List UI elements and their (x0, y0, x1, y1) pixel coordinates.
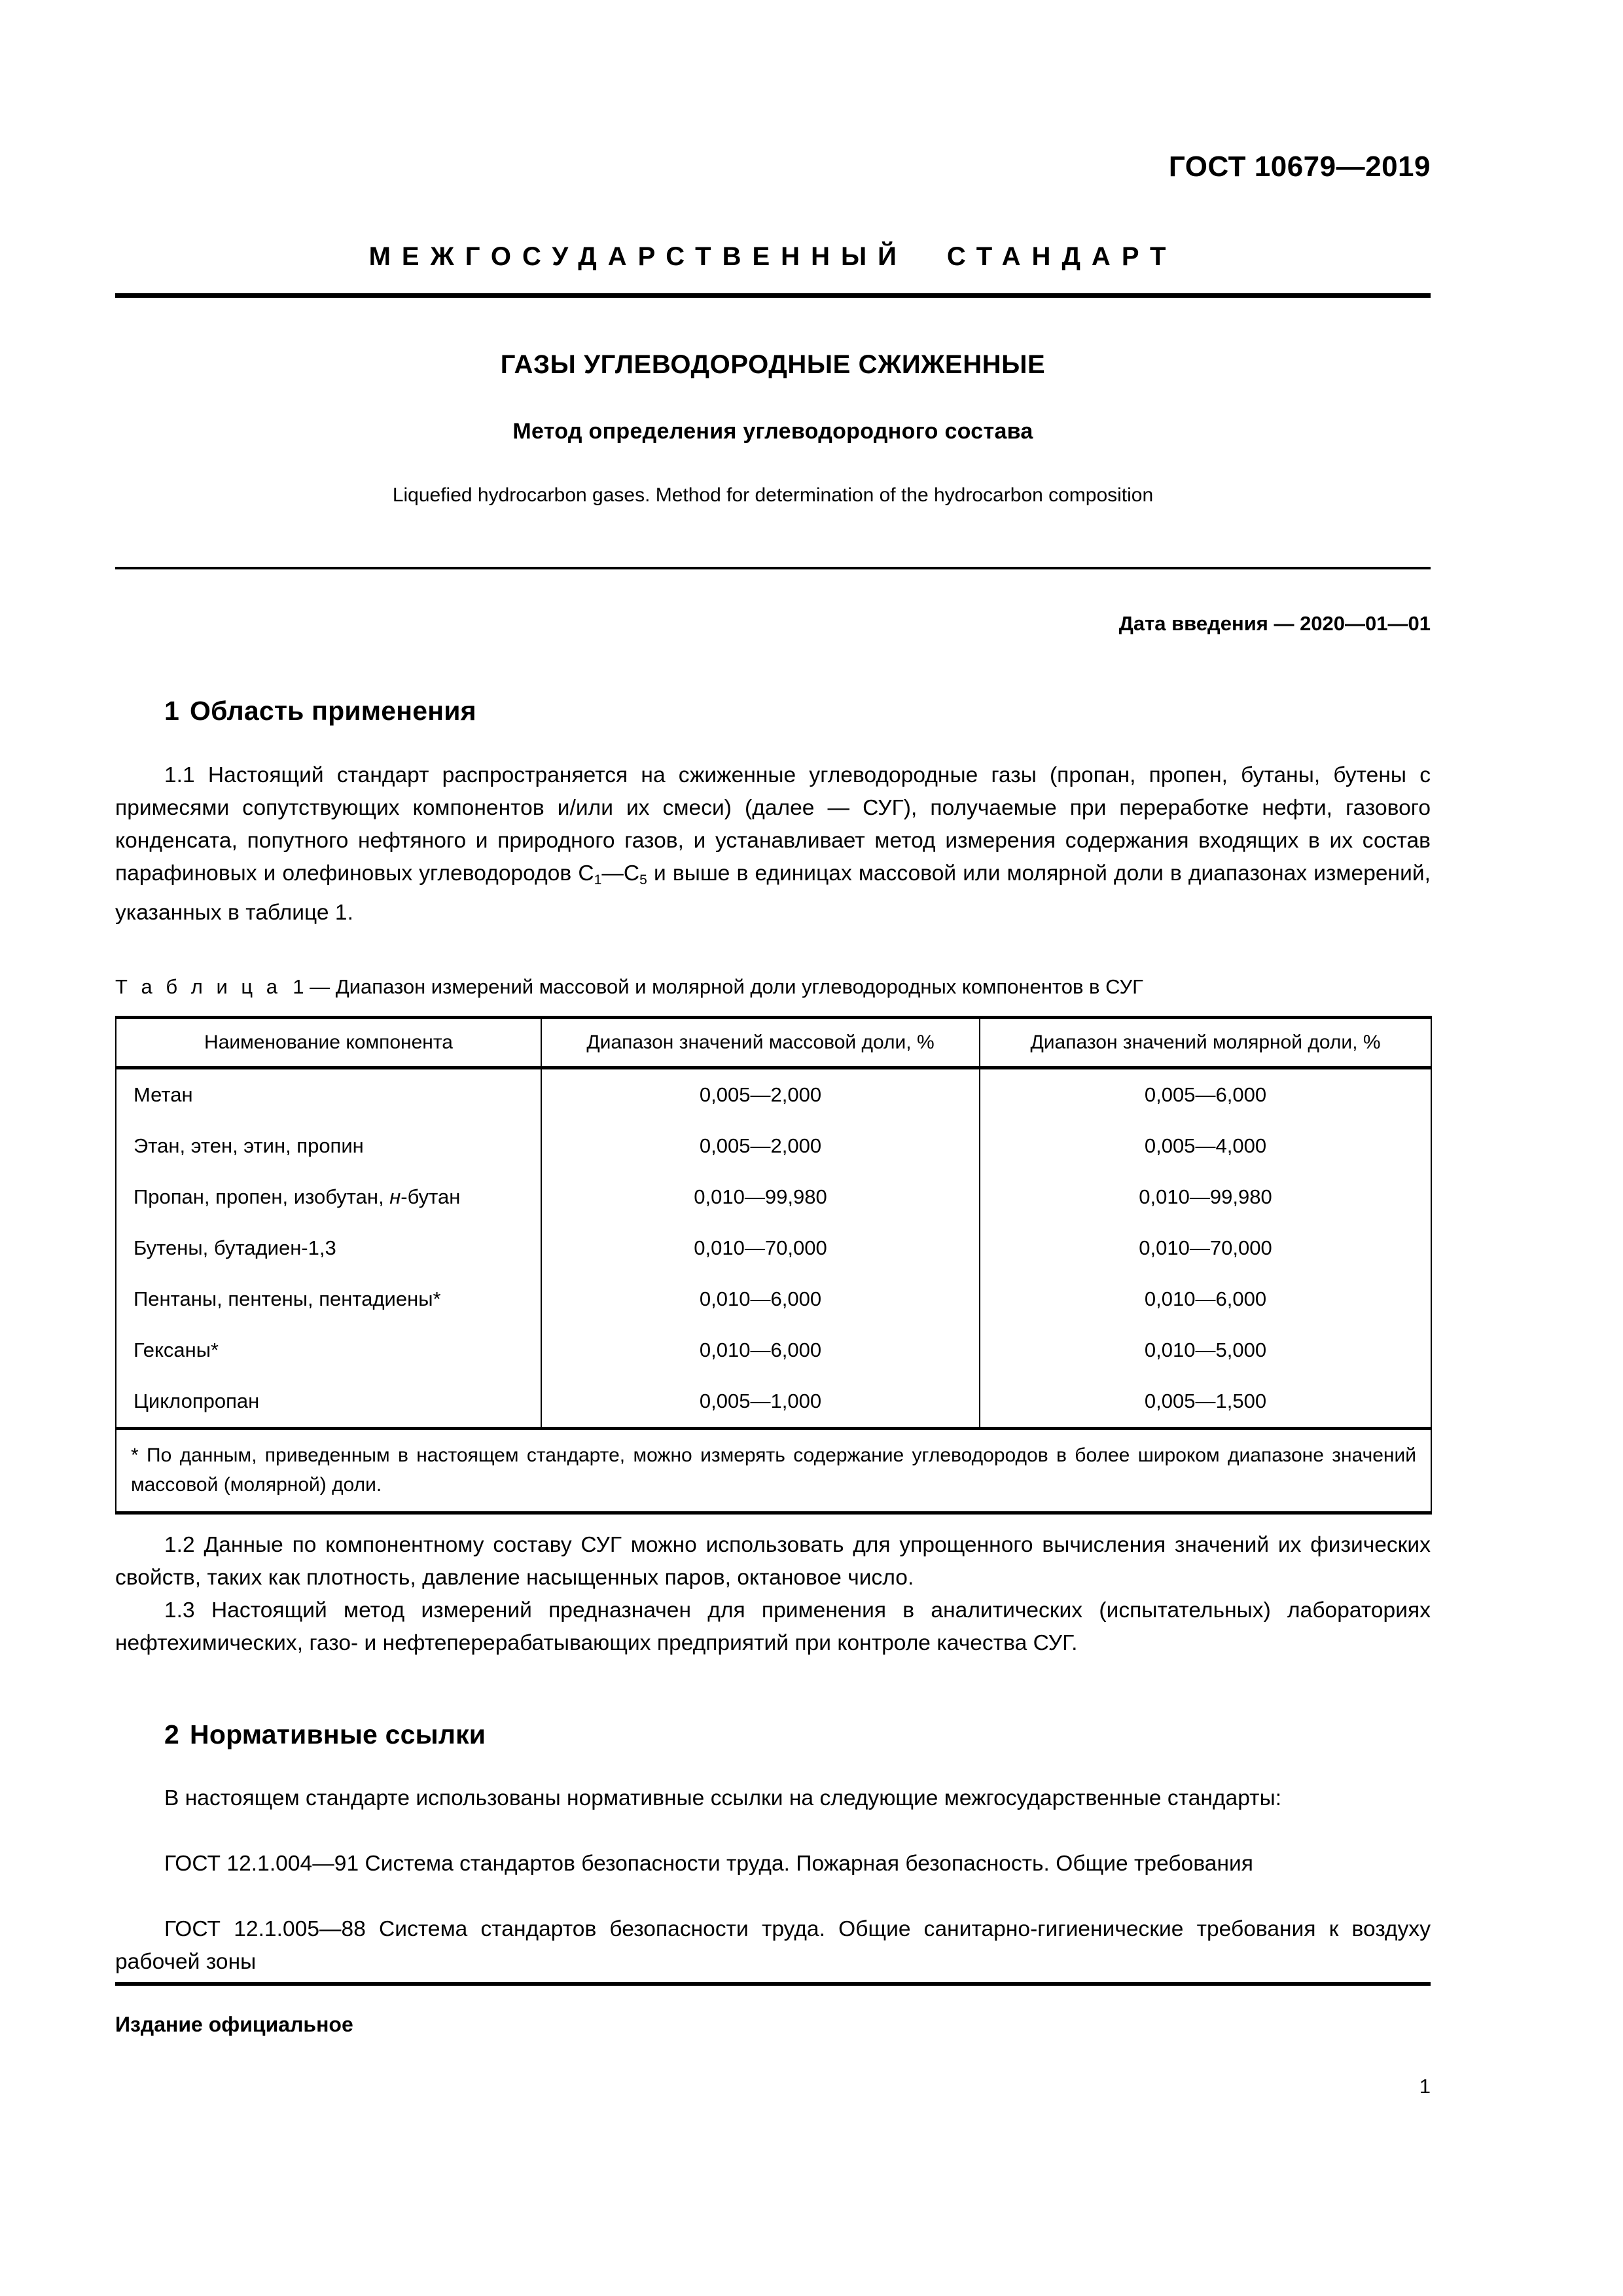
interstate-standard-banner (115, 242, 1431, 272)
clause-1-3-text: Настоящий метод измерений предназначен для применения в аналитических (испытательных) лабораториях нефтехимических, газо- и нефтеперерабатывающих предприятий при контроле качества СУГ. (115, 1598, 1431, 1655)
header-rule-top (115, 293, 1431, 298)
normative-reference-1 (115, 1848, 1431, 1880)
clause-1-1-dash: —C (601, 861, 640, 886)
document-title-main: ГАЗЫ УГЛЕВОДОРОДНЫЕ СЖИЖЕННЫЕ (500, 350, 1046, 379)
cell-component-name: Бутены, бутадиен-1,3 (116, 1223, 541, 1274)
cell-mass-range: 0,010—6,000 (541, 1274, 980, 1325)
column-header-mass-fraction: Диапазон значений массовой доли, % (541, 1018, 980, 1068)
table-row (116, 1325, 1431, 1376)
footer-rule (115, 1982, 1431, 1986)
table-row (116, 1223, 1431, 1274)
section-number-1: 1 (164, 696, 180, 726)
clause-2-intro (115, 1782, 1431, 1815)
clause-1-1-sub1: 1 (594, 872, 602, 888)
table-footnote-text: * По данным, приведенным в настоящем стандарте, можно измерять содержание углеводородов в более широком диапазоне значений массовой (молярной) доли. (131, 1444, 1416, 1496)
cell-component-name-italic: н (389, 1185, 401, 1208)
table-1-caption (115, 973, 1431, 1001)
column-header-component: Наименование компонента (116, 1018, 541, 1068)
clause-1-3-number: 1.3 (164, 1598, 195, 1623)
banner-word-interstate: МЕЖГОСУДАРСТВЕННЫЙ (368, 242, 908, 271)
table-header (116, 1018, 1431, 1068)
cell-molar-range: 0,005—4,000 (980, 1121, 1431, 1172)
clause-1-1-text-part2: и выше в единицах массовой или молярной доли в диапазонах измерений, указанных в таблице 1. (115, 861, 1431, 925)
clause-1-2-number: 1.2 (164, 1533, 195, 1557)
table-row (116, 1121, 1431, 1172)
official-edition-label: Издание официальное (115, 2013, 353, 2036)
clause-1-2 (115, 1529, 1431, 1594)
clause-1-1-text-part1: Настоящий стандарт распространяется на сжиженные углеводородные газы (пропан, пропен, бутаны, бутены с примесями сопутствующих компонентов и/или их смеси) (далее — СУГ), получаемые при переработке нефти, газового конденсата, попутного нефтяного и природного газов, и устанавливает метод измерения содержания входящих в их состав парафиновых и олефиновых углеводородов C (115, 763, 1431, 886)
cell-mass-range: 0,010—6,000 (541, 1325, 980, 1376)
gost-number: ГОСТ 10679—2019 (1168, 151, 1431, 183)
normative-reference-2 (115, 1913, 1431, 1979)
clause-1-2-text: Данные по компонентному составу СУГ можно использовать для упрощенного вычисления значений их физических свойств, таких как плотность, давление насыщенных паров, октановое число. (115, 1533, 1431, 1590)
cell-component-name: Пентаны, пентены, пентадиены* (116, 1274, 541, 1325)
cell-molar-range: 0,005—1,500 (980, 1376, 1431, 1429)
cell-molar-range: 0,010—70,000 (980, 1223, 1431, 1274)
clause-2-intro-text: В настоящем стандарте использованы нормативные ссылки на следующие межгосударственные стандарты: (164, 1786, 1282, 1810)
section-heading-1 (115, 696, 1480, 726)
cell-molar-range: 0,010—99,980 (980, 1172, 1431, 1223)
introduction-date: Дата введения — 2020—01—01 (1118, 612, 1431, 635)
cell-mass-range: 0,005—2,000 (541, 1121, 980, 1172)
normative-reference-1-text: ГОСТ 12.1.004—91 Система стандартов безопасности труда. Пожарная безопасность. Общие требования (164, 1852, 1253, 1876)
cell-mass-range: 0,010—70,000 (541, 1223, 980, 1274)
clause-1-3 (115, 1594, 1431, 1660)
section-title-1: Область применения (190, 696, 476, 726)
table-row (116, 1068, 1431, 1121)
cell-component-name (116, 1172, 541, 1223)
title-rule-bottom (115, 567, 1431, 569)
table-footnote-cell (116, 1429, 1431, 1513)
clause-1-1 (115, 759, 1431, 929)
clause-1-1-number: 1.1 (164, 763, 195, 787)
cell-component-name: Метан (116, 1068, 541, 1121)
table-row (116, 1172, 1431, 1223)
table-footnote-row (116, 1429, 1431, 1513)
cell-component-name: Циклопропан (116, 1376, 541, 1429)
document-title-sub: Метод определения углеводородного состава (512, 419, 1033, 444)
table-row (116, 1274, 1431, 1325)
cell-molar-range: 0,005—6,000 (980, 1068, 1431, 1121)
document-title-english: Liquefied hydrocarbon gases. Method for determination of the hydrocarbon composition (392, 484, 1154, 506)
section-title-2: Нормативные ссылки (190, 1719, 486, 1749)
table-caption-number: 1 (293, 975, 304, 998)
banner-word-standard: СТАНДАРТ (946, 242, 1177, 271)
column-header-molar-fraction: Диапазон значений молярной доли, % (980, 1018, 1431, 1068)
table-1-measurement-ranges (115, 1016, 1432, 1515)
cell-molar-range: 0,010—6,000 (980, 1274, 1431, 1325)
table-footer (116, 1429, 1431, 1513)
table-caption-label: Т а б л и ц а (115, 975, 282, 998)
table-header-row (116, 1018, 1431, 1068)
cell-mass-range: 0,005—2,000 (541, 1068, 980, 1121)
normative-reference-2-text: ГОСТ 12.1.005—88 Система стандартов безопасности труда. Общие санитарно-гигиенические требования к воздуху рабочей зоны (115, 1917, 1431, 1974)
clause-1-1-sub2: 5 (639, 872, 647, 888)
table-caption-text: — Диапазон измерений массовой и молярной доли углеводородных компонентов в СУГ (310, 975, 1143, 998)
cell-component-name-suffix: -бутан (401, 1185, 461, 1208)
cell-molar-range: 0,010—5,000 (980, 1325, 1431, 1376)
section-number-2: 2 (164, 1719, 180, 1749)
cell-mass-range: 0,010—99,980 (541, 1172, 980, 1223)
page-number: 1 (1419, 2075, 1431, 2098)
table-body (116, 1068, 1431, 1429)
cell-mass-range: 0,005—1,000 (541, 1376, 980, 1429)
cell-component-name: Этан, этен, этин, пропин (116, 1121, 541, 1172)
table-row (116, 1376, 1431, 1429)
cell-component-name-prefix: Пропан, пропен, изобутан, (134, 1185, 390, 1208)
cell-component-name: Гексаны* (116, 1325, 541, 1376)
section-heading-2 (115, 1719, 1480, 1750)
